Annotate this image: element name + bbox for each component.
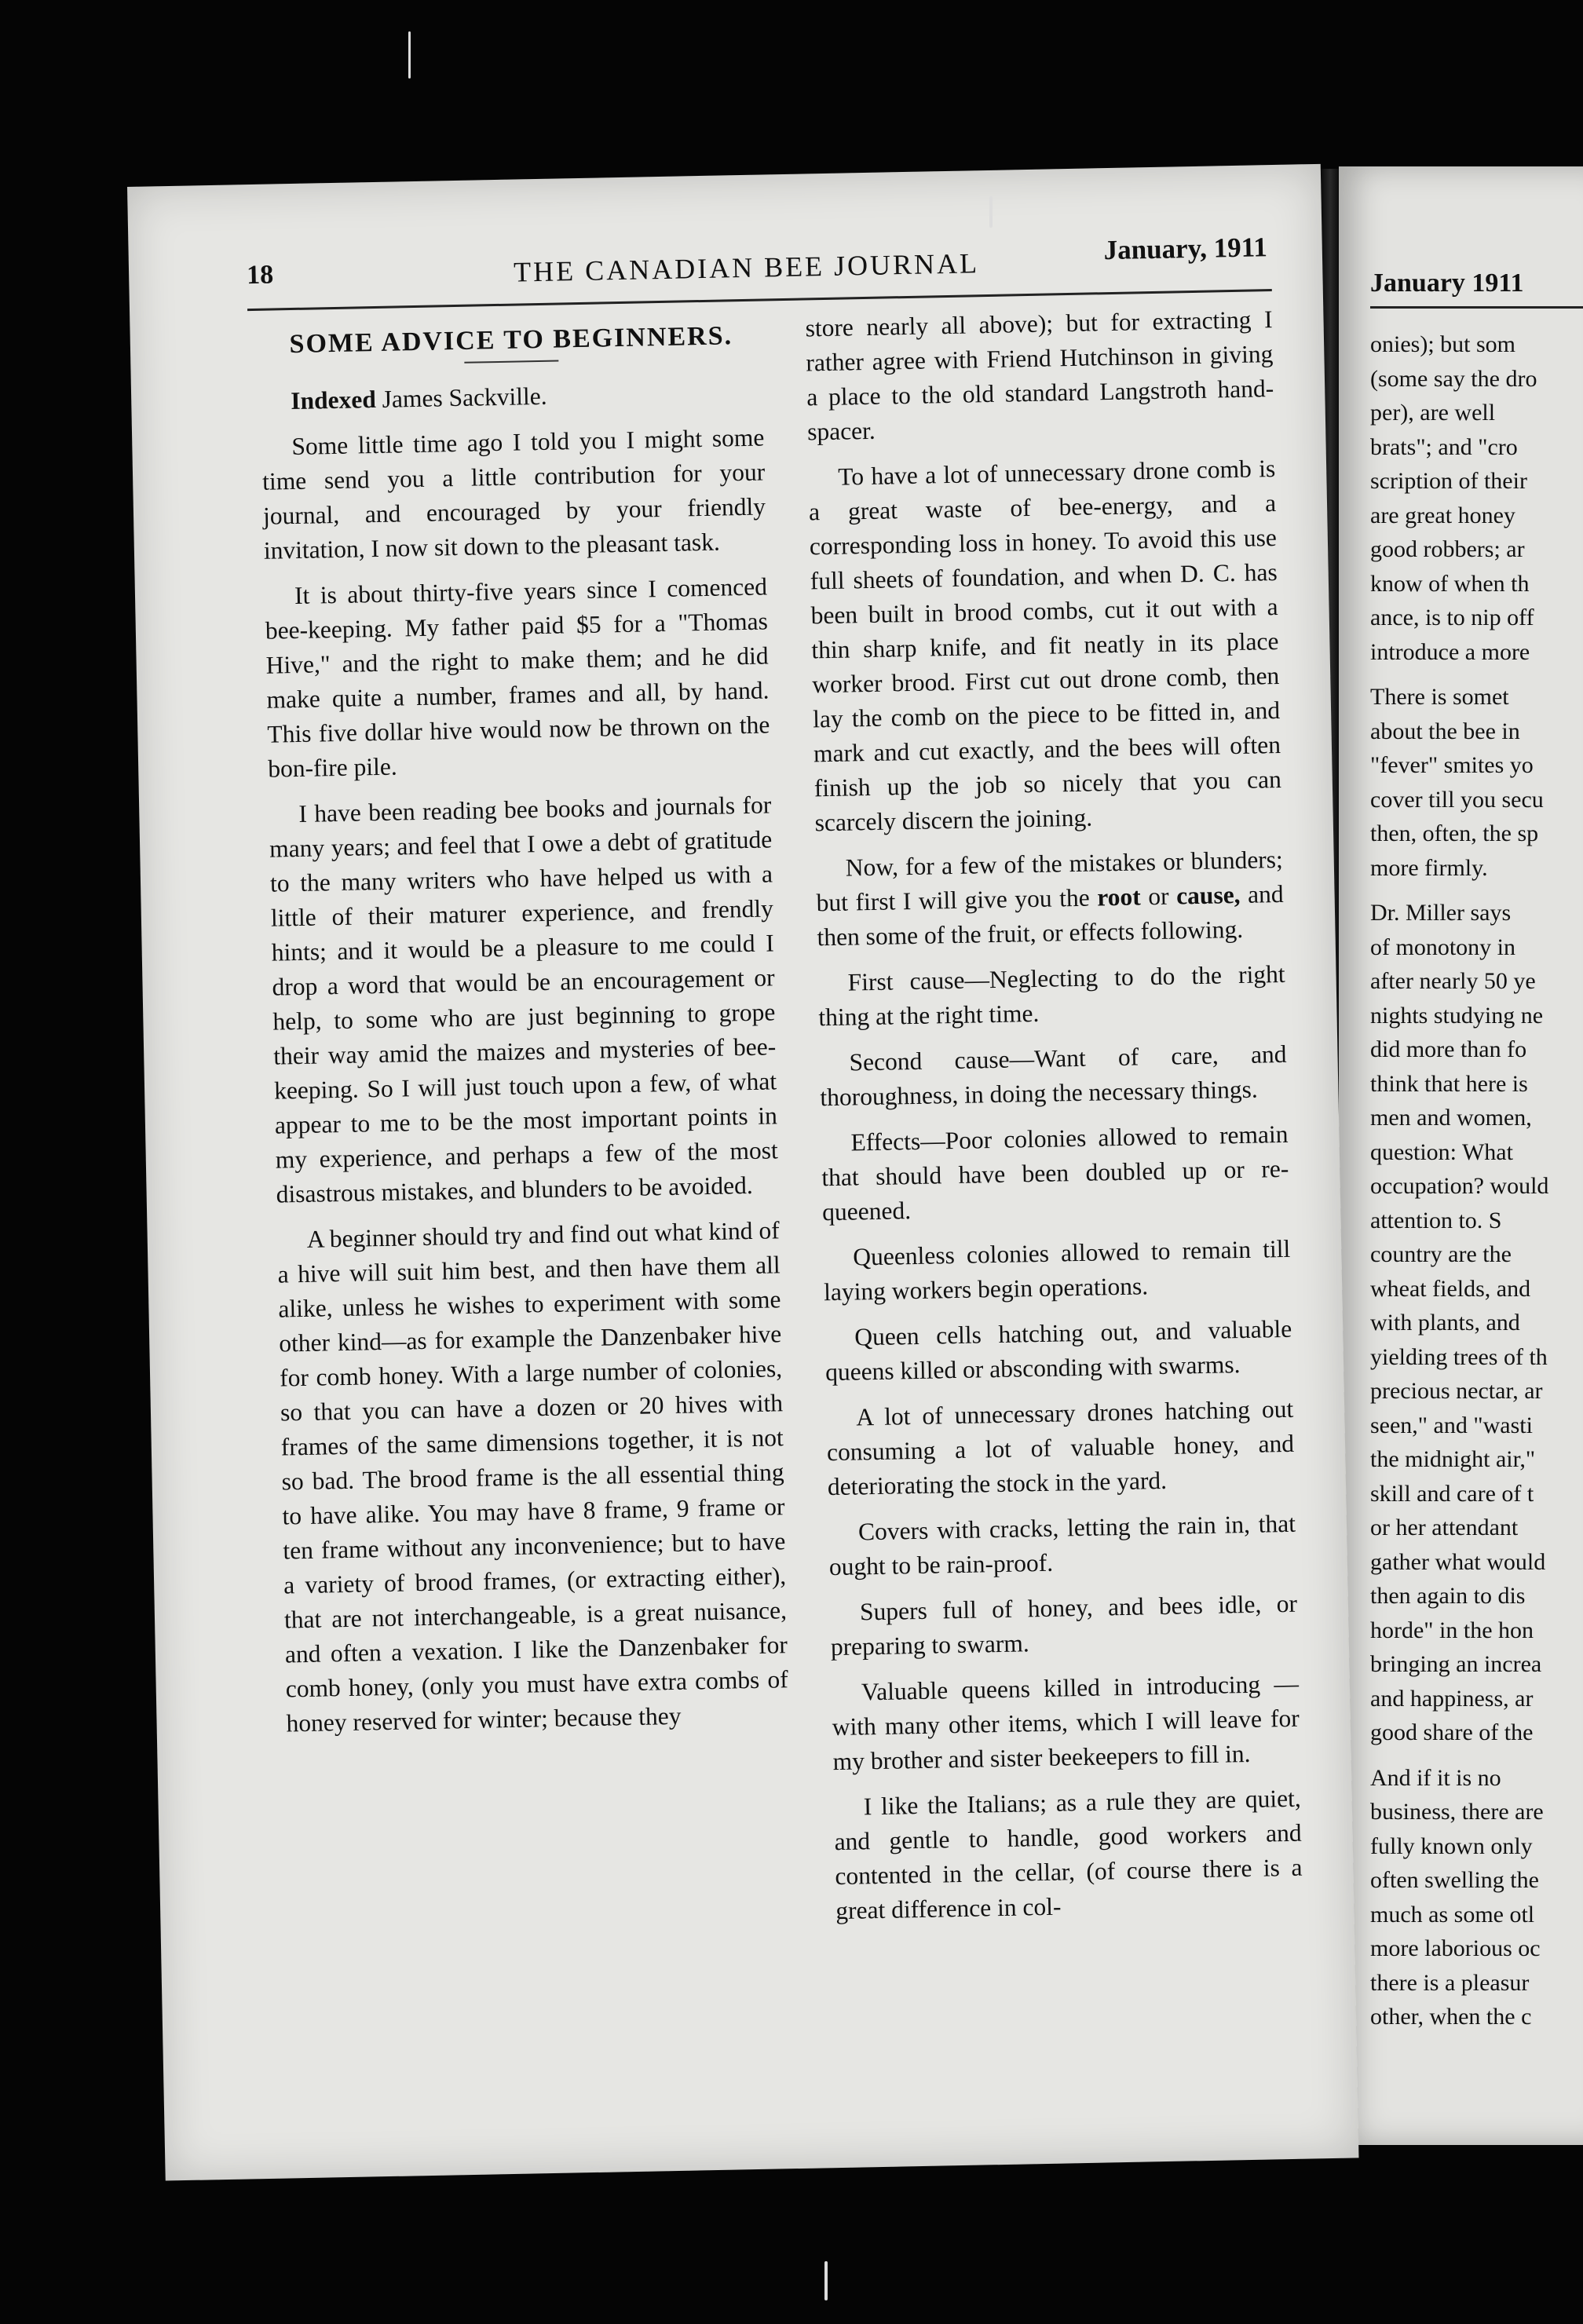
paragraph-gap xyxy=(1370,1750,1583,1761)
facing-page-line: or her attendant xyxy=(1370,1515,1519,1540)
facing-page-line: of monotony in xyxy=(1370,934,1515,960)
paragraph: Second cause—Want of care, and thoroughness, in doing the necessary things. xyxy=(820,1040,1287,1112)
paragraph: I have been reading bee books and journals for many years; and feel that I owe a debt of gratitude to the many writers who have helped us with a little of their maturer experience, and frendly hints; and it would be a pleasure to me could I drop a word that would be an encouragement or help, to some who are just beginning to grope their way amid the maizes and mysteries of bee-keeping. So I will just touch upon a few, of what appear to me to be the most important points in my experience, and perhaps a few of the most disastrous mistakes, and blunders to be avoided. xyxy=(269,791,779,1208)
journal-title: THE CANADIAN BEE JOURNAL xyxy=(513,247,980,288)
facing-page-line: fully known only xyxy=(1370,1833,1533,1859)
facing-page-line: precious nectar, ar xyxy=(1370,1378,1543,1404)
facing-page-line: more firmly. xyxy=(1370,854,1488,881)
byline-marker: Indexed xyxy=(290,385,377,415)
facing-page-line: bringing an increa xyxy=(1370,1651,1542,1677)
facing-page-line: gather what would xyxy=(1370,1548,1546,1575)
facing-page-line: cover till you secu xyxy=(1370,786,1544,813)
facing-page-line: horde" in the hon xyxy=(1370,1617,1534,1643)
facing-page-line: scription of their xyxy=(1370,468,1527,494)
paragraph: To have a lot of unnecessary drone comb is a great waste of bee-energy, and a corresponding loss in honey. To avoid this use full sheets of foundation, and when D. C. has been built in brood combs, cut it out with a thin sharp knife, and fit neatly in its place worker brood. First cut out drone comb, then lay the comb on the piece to be fitted in, and mark and cut exactly, and the bees will often finish up the job so nicely that you can scarcely discern the joining. xyxy=(808,454,1282,837)
issue-date: January, 1911 xyxy=(1103,232,1268,266)
paragraph: Queenless colonies allowed to remain till laying workers begin operations. xyxy=(823,1234,1291,1306)
facing-page-line: are great honey xyxy=(1370,502,1515,528)
paragraph: A beginner should try and find out what kind of a hive will suit him best, and then have them all alike, unless he wishes to experiment with some other kind—as for example the Danzenbaker hive for comb honey. With a large number of colonies, so that you can have a dozen or 20 hives with frames of the same dimensions together, it is not so bad. The brood frame is the all essential thing to have alike. You may have 8 frame, 9 frame or ten frame without any inconvenience; but to have a variety of brood frames, (or extracting either), that are not interchangeable, is a great nuisance, and often a vexation. I like the Danzenbaker for comb honey, (only you must have extra combs of honey reserved for winter; because they xyxy=(277,1216,788,1738)
paragraph: I like the Italians; as a rule they are quiet, and gentle to handle, good workers and contented in the cellar, (of course there is a great difference in col- xyxy=(834,1784,1303,1925)
facing-page-rule xyxy=(1370,306,1583,309)
facing-page-line: ance, is to nip off xyxy=(1370,605,1534,630)
facing-page-line: brats"; and "cro xyxy=(1370,433,1518,460)
facing-page-line: "fever" smites yo xyxy=(1370,752,1534,778)
title-rule xyxy=(464,360,558,363)
facing-page-date: January 1911 xyxy=(1370,269,1524,298)
facing-page-line: men and women, xyxy=(1370,1105,1532,1131)
bold-word-cause: cause, xyxy=(1175,880,1241,910)
paragraph-continued: store nearly all above); but for extracting I rather agree with Friend Hutchinson in giving a place to the old standard Langstroth hand-spacer. xyxy=(805,305,1274,446)
paragraph-gap xyxy=(1370,669,1583,680)
paragraph-root-cause: Now, for a few of the mistakes or blunders; but first I will give you the root or cause, and then some of the fruit, or effects following. xyxy=(816,845,1284,952)
page-header xyxy=(247,232,1268,306)
facing-page-line: the midnight air," xyxy=(1370,1446,1536,1472)
facing-page-line: question: What xyxy=(1370,1138,1513,1165)
facing-page-line: other, when the c xyxy=(1370,2004,1532,2030)
facing-page-line: know of when th xyxy=(1370,570,1530,597)
page-number: 18 xyxy=(246,260,274,290)
byline-author: James Sackville. xyxy=(382,382,547,413)
facing-page-line: with plants, and xyxy=(1370,1310,1520,1336)
facing-page-line: (some say the dro xyxy=(1370,365,1537,392)
article-column-2 xyxy=(805,302,1303,1939)
facing-page-line: seen," and "wasti xyxy=(1370,1412,1533,1438)
film-scratch xyxy=(989,196,993,228)
paragraph: It is about thirty-five years since I comenced bee-keeping. My father paid $5 for a "Thomas Hive," and the right to make them; and he did make quite a number, frames and all, by hand. This five dollar hive would now be thrown on the bon-fire pile. xyxy=(265,572,770,783)
facing-page-line: onies); but som xyxy=(1370,331,1515,357)
film-scratch xyxy=(408,31,411,79)
facing-page-text xyxy=(1370,327,1583,2034)
paragraph-gap xyxy=(1370,885,1583,896)
journal-page xyxy=(127,164,1358,2181)
facing-page-line: good robbers; ar xyxy=(1370,536,1525,562)
paragraph: A lot of unnecessary drones hatching out consuming a lot of valuable honey, and deteriorating the stock in the yard. xyxy=(826,1394,1295,1501)
facing-page-line: after nearly 50 ye xyxy=(1370,968,1536,994)
facing-page-line: Dr. Miller says xyxy=(1370,900,1512,926)
facing-page-line: occupation? would xyxy=(1370,1173,1549,1199)
article-title: SOME ADVICE TO BEGINNERS. xyxy=(289,321,733,360)
facing-page-line: per), are well xyxy=(1370,400,1496,426)
facing-page-line: nights studying ne xyxy=(1370,1002,1544,1029)
bold-word-root: root xyxy=(1096,882,1142,912)
facing-page-line: country are the xyxy=(1370,1241,1512,1267)
facing-page-line: much as some otl xyxy=(1370,1901,1535,1928)
paragraph: Valuable queens killed in introducing —with many other items, which I will leave for my brother and sister beekeepers to fill in. xyxy=(832,1669,1300,1776)
article-column-1 xyxy=(259,312,789,1752)
facing-page-line: and happiness, ar xyxy=(1370,1685,1534,1712)
paragraph: Queen cells hatching out, and valuable queens killed or absconding with swarms. xyxy=(824,1314,1292,1387)
facing-page-line: about the bee in xyxy=(1370,718,1520,744)
facing-page-line: There is somet xyxy=(1370,684,1509,710)
facing-page-line: then, often, the sp xyxy=(1370,820,1539,846)
facing-page-line: good share of the xyxy=(1370,1719,1534,1745)
facing-page-line: there is a pleasur xyxy=(1370,1969,1530,1996)
paragraph: First cause—Neglecting to do the right thing at the right time. xyxy=(818,959,1285,1032)
facing-page xyxy=(1339,166,1583,2145)
film-scratch xyxy=(824,2261,828,2300)
facing-page-line: introduce a more xyxy=(1370,638,1530,665)
paragraph: Some little time ago I told you I might some time send you a little contribution for your journal, and encouraged by your friendly invitation, I now sit down to the pleasant task. xyxy=(261,423,766,565)
facing-page-line: did more than fo xyxy=(1370,1036,1527,1062)
facing-page-line: yielding trees of th xyxy=(1370,1343,1548,1370)
facing-page-line: And if it is no xyxy=(1370,1764,1501,1791)
facing-page-line: more laborious oc xyxy=(1370,1935,1541,1961)
facing-page-line: often swelling the xyxy=(1370,1867,1539,1893)
paragraph: Effects—Poor colonies allowed to remain that should have been doubled up or re-queened. xyxy=(821,1120,1289,1226)
byline xyxy=(261,375,764,418)
paragraph: Supers full of honey, and bees idle, or preparing to swarm. xyxy=(830,1589,1298,1661)
paragraph: Covers with cracks, letting the rain in, that ought to be rain-proof. xyxy=(828,1509,1296,1581)
facing-page-line: then again to dis xyxy=(1370,1583,1526,1609)
facing-page-line: skill and care of t xyxy=(1370,1480,1534,1507)
facing-page-line: business, there are xyxy=(1370,1799,1544,1825)
facing-page-line: wheat fields, and xyxy=(1370,1275,1531,1302)
facing-page-line: think that here is xyxy=(1370,1070,1528,1097)
facing-page-line: attention to. S xyxy=(1370,1207,1502,1233)
